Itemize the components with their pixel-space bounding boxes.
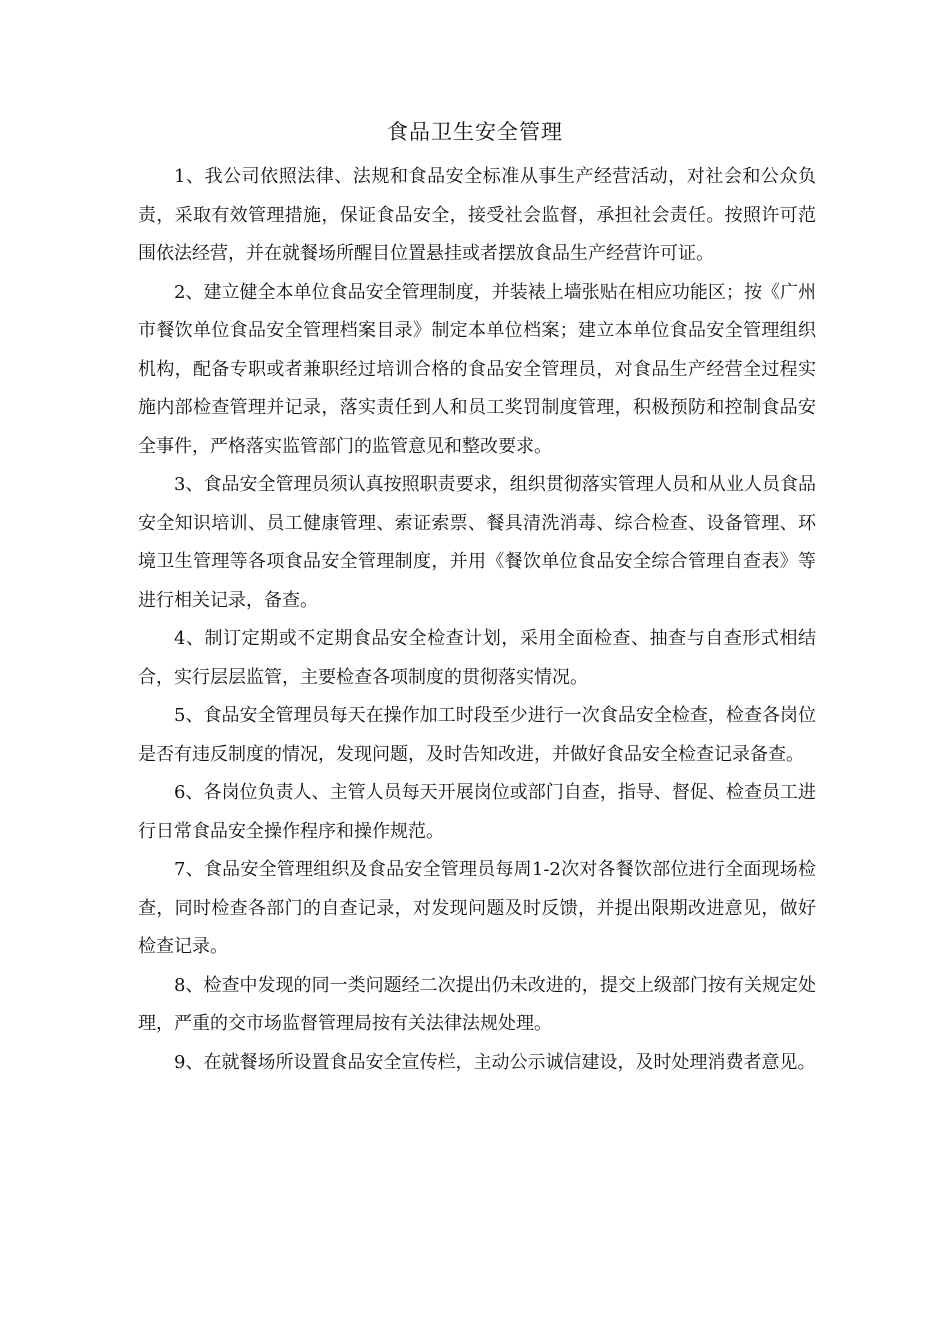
paragraph-3: 3、食品安全管理员须认真按照职责要求，组织贯彻落实管理人员和从业人员食品安全知识培训、员工健康管理、索证索票、餐具清洗消毒、综合检查、设备管理、环境卫生管理等各项食品安全管理制度，并用《餐饮单位食品安全综合管理自查表》等进行相关记录，备查。 bbox=[138, 474, 816, 611]
paragraph-2: 2、建立健全本单位食品安全管理制度，并装裱上墙张贴在相应功能区；按《广州市餐饮单位食品安全管理档案目录》制定本单位档案；建立本单位食品安全管理组织机构，配备专职或者兼职经过培训合格的食品安全管理员，对食品生产经营全过程实施内部检查管理并记录，落实责任到人和员工奖罚制度管理，积极预防和控制食品安全事件，严格落实监管部门的监管意见和整改要求。 bbox=[138, 281, 816, 457]
paragraph-6: 6、各岗位负责人、主管人员每天开展岗位或部门自查，指导、督促、检查员工进行日常食品安全操作程序和操作规范。 bbox=[138, 782, 816, 842]
document-title: 食品卫生安全管理 bbox=[387, 120, 563, 144]
document-body bbox=[138, 158, 816, 1082]
paragraph-7: 7、食品安全管理组织及食品安全管理员每周1-2次对各餐饮部位进行全面现场检查，同时检查各部门的自查记录，对发现问题及时反馈，并提出限期改进意见，做好检查记录。 bbox=[138, 859, 816, 957]
paragraph-8: 8、检查中发现的同一类问题经二次提出仍未改进的，提交上级部门按有关规定处理，严重的交市场监督管理局按有关法律法规处理。 bbox=[138, 974, 816, 1034]
paragraph-9: 9、在就餐场所设置食品安全宣传栏，主动公示诚信建设，及时处理消费者意见。 bbox=[174, 1051, 816, 1073]
paragraph-1: 1、我公司依照法律、法规和食品安全标准从事生产经营活动，对社会和公众负责，采取有效管理措施，保证食品安全，接受社会监督，承担社会责任。按照许可范围依法经营，并在就餐场所醒目位置悬挂或者摆放食品生产经营许可证。 bbox=[138, 166, 816, 264]
paragraph-4: 4、制订定期或不定期食品安全检查计划，采用全面检查、抽查与自查形式相结合，实行层层监管，主要检查各项制度的贯彻落实情况。 bbox=[138, 628, 816, 688]
paragraph-5: 5、食品安全管理员每天在操作加工时段至少进行一次食品安全检查，检查各岗位是否有违反制度的情况，发现问题，及时告知改进，并做好食品安全检查记录备查。 bbox=[138, 705, 816, 765]
